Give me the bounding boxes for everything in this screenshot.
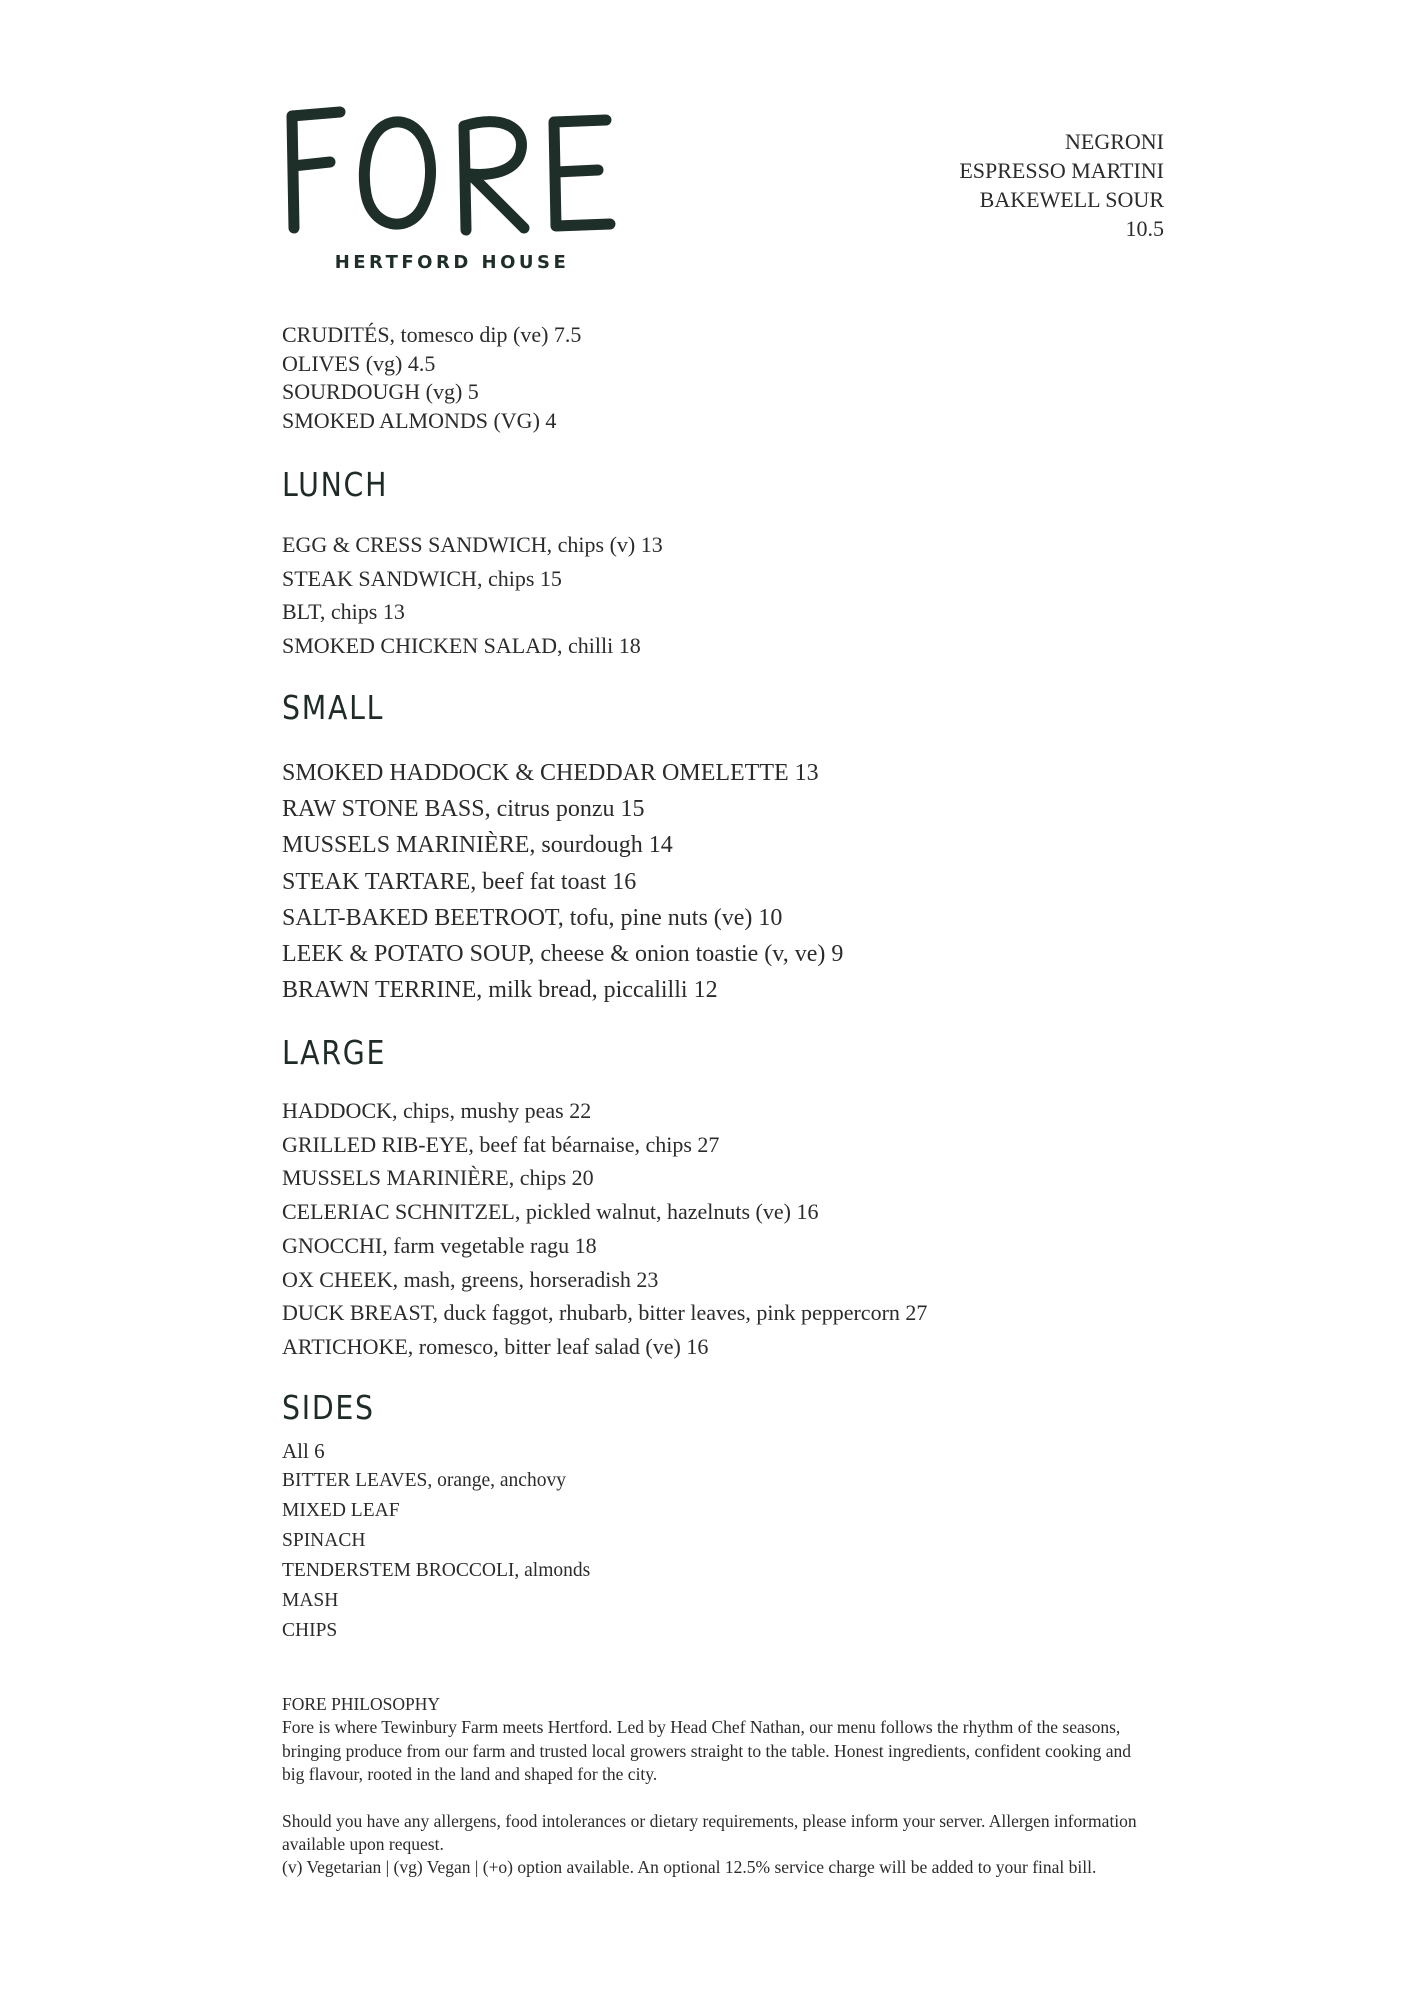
section-heading-lunch: LUNCH	[282, 465, 389, 504]
sides-list	[282, 1436, 590, 1646]
logo-graphic	[282, 104, 622, 244]
menu-item: SMOKED CHICKEN SALAD, chilli 18	[282, 632, 641, 658]
menu-item: GRILLED RIB-EYE, beef fat béarnaise, chips 27	[282, 1131, 720, 1157]
menu-item: GNOCCHI, farm vegetable ragu 18	[282, 1232, 597, 1258]
menu-item: LEEK & POTATO SOUP, cheese & onion toastie (v, ve) 9	[282, 941, 844, 968]
menu-item: EGG & CRESS SANDWICH, chips (v) 13	[282, 532, 663, 557]
allergen-notice: Should you have any allergens, food intolerances or dietary requirements, please inform your server. Allergen information available upon request.	[282, 1810, 1137, 1855]
menu-item: STEAK TARTARE, beef fat toast 16	[282, 868, 637, 895]
small-list	[282, 755, 843, 1008]
menu-item: SPINACH	[282, 1530, 366, 1551]
menu-item: SMOKED HADDOCK & CHEDDAR OMELETTE 13	[282, 760, 819, 786]
cocktail-price: 10.5	[1125, 216, 1164, 241]
nibbles-list	[282, 321, 581, 436]
philosophy-title: FORE PHILOSOPHY	[282, 1694, 441, 1714]
menu-item: BLT, chips 13	[282, 599, 405, 625]
menu-item: ARTICHOKE, romesco, bitter leaf salad (ve) 16	[282, 1333, 709, 1359]
menu-item: MUSSELS MARINIÈRE, chips 20	[282, 1165, 594, 1191]
menu-item: CHIPS	[282, 1620, 338, 1641]
menu-item: SALT-BAKED BEETROOT, tofu, pine nuts (ve) 10	[282, 904, 783, 931]
cocktail-item: ESPRESSO MARTINI	[959, 158, 1164, 183]
menu-item: MUSSELS MARINIÈRE, sourdough 14	[282, 832, 673, 859]
section-heading-large: LARGE	[282, 1033, 387, 1072]
cocktail-item: BAKEWELL SOUR	[979, 187, 1164, 212]
menu-item: OX CHEEK, mash, greens, horseradish 23	[282, 1266, 659, 1292]
lunch-list	[282, 528, 663, 662]
menu-item: STEAK SANDWICH, chips 15	[282, 565, 562, 591]
brand-logo	[282, 104, 622, 273]
cocktail-list	[959, 127, 1164, 243]
menu-item: SMOKED ALMONDS (VG) 4	[282, 408, 557, 434]
menu-item: BRAWN TERRINE, milk bread, piccalilli 12	[282, 977, 718, 1004]
menu-item: OLIVES (vg) 4.5	[282, 350, 436, 376]
menu-item: MASH	[282, 1590, 339, 1611]
section-heading-sides: SIDES	[282, 1388, 375, 1427]
footer-notes	[282, 1693, 1152, 1880]
menu-item: MIXED LEAF	[282, 1500, 400, 1521]
menu-item: SOURDOUGH (vg) 5	[282, 379, 479, 405]
menu-item: DUCK BREAST, duck faggot, rhubarb, bitter leaves, pink peppercorn 27	[282, 1300, 928, 1326]
dietary-legend: (v) Vegetarian | (vg) Vegan | (+o) option available. An optional 12.5% service charge will be added to your final bill.	[282, 1857, 1097, 1878]
menu-item: BITTER LEAVES, orange, anchovy	[282, 1470, 566, 1491]
menu-item: HADDOCK, chips, mushy peas 22	[282, 1098, 592, 1123]
philosophy-text: Fore is where Tewinbury Farm meets Hertford. Led by Head Chef Nathan, our menu follows the rhythm of the seasons, bringing produce from our farm and trusted local growers straight to the table. Honest ingredients, confident cooking and big flavour, rooted in the land and shaped for the city.	[282, 1717, 1132, 1785]
logo-subtitle: HERTFORD HOUSE	[334, 252, 570, 273]
section-heading-small: SMALL	[282, 688, 385, 727]
cocktail-item: NEGRONI	[1065, 129, 1164, 154]
menu-item: CELERIAC SCHNITZEL, pickled walnut, hazelnuts (ve) 16	[282, 1199, 819, 1225]
logo-wordmark	[282, 104, 622, 244]
sides-price-note: All 6	[282, 1439, 325, 1463]
menu-item: CRUDITÉS, tomesco dip (ve) 7.5	[282, 322, 582, 347]
large-list	[282, 1094, 927, 1364]
menu-item: RAW STONE BASS, citrus ponzu 15	[282, 796, 645, 823]
menu-item: TENDERSTEM BROCCOLI, almonds	[282, 1560, 591, 1581]
